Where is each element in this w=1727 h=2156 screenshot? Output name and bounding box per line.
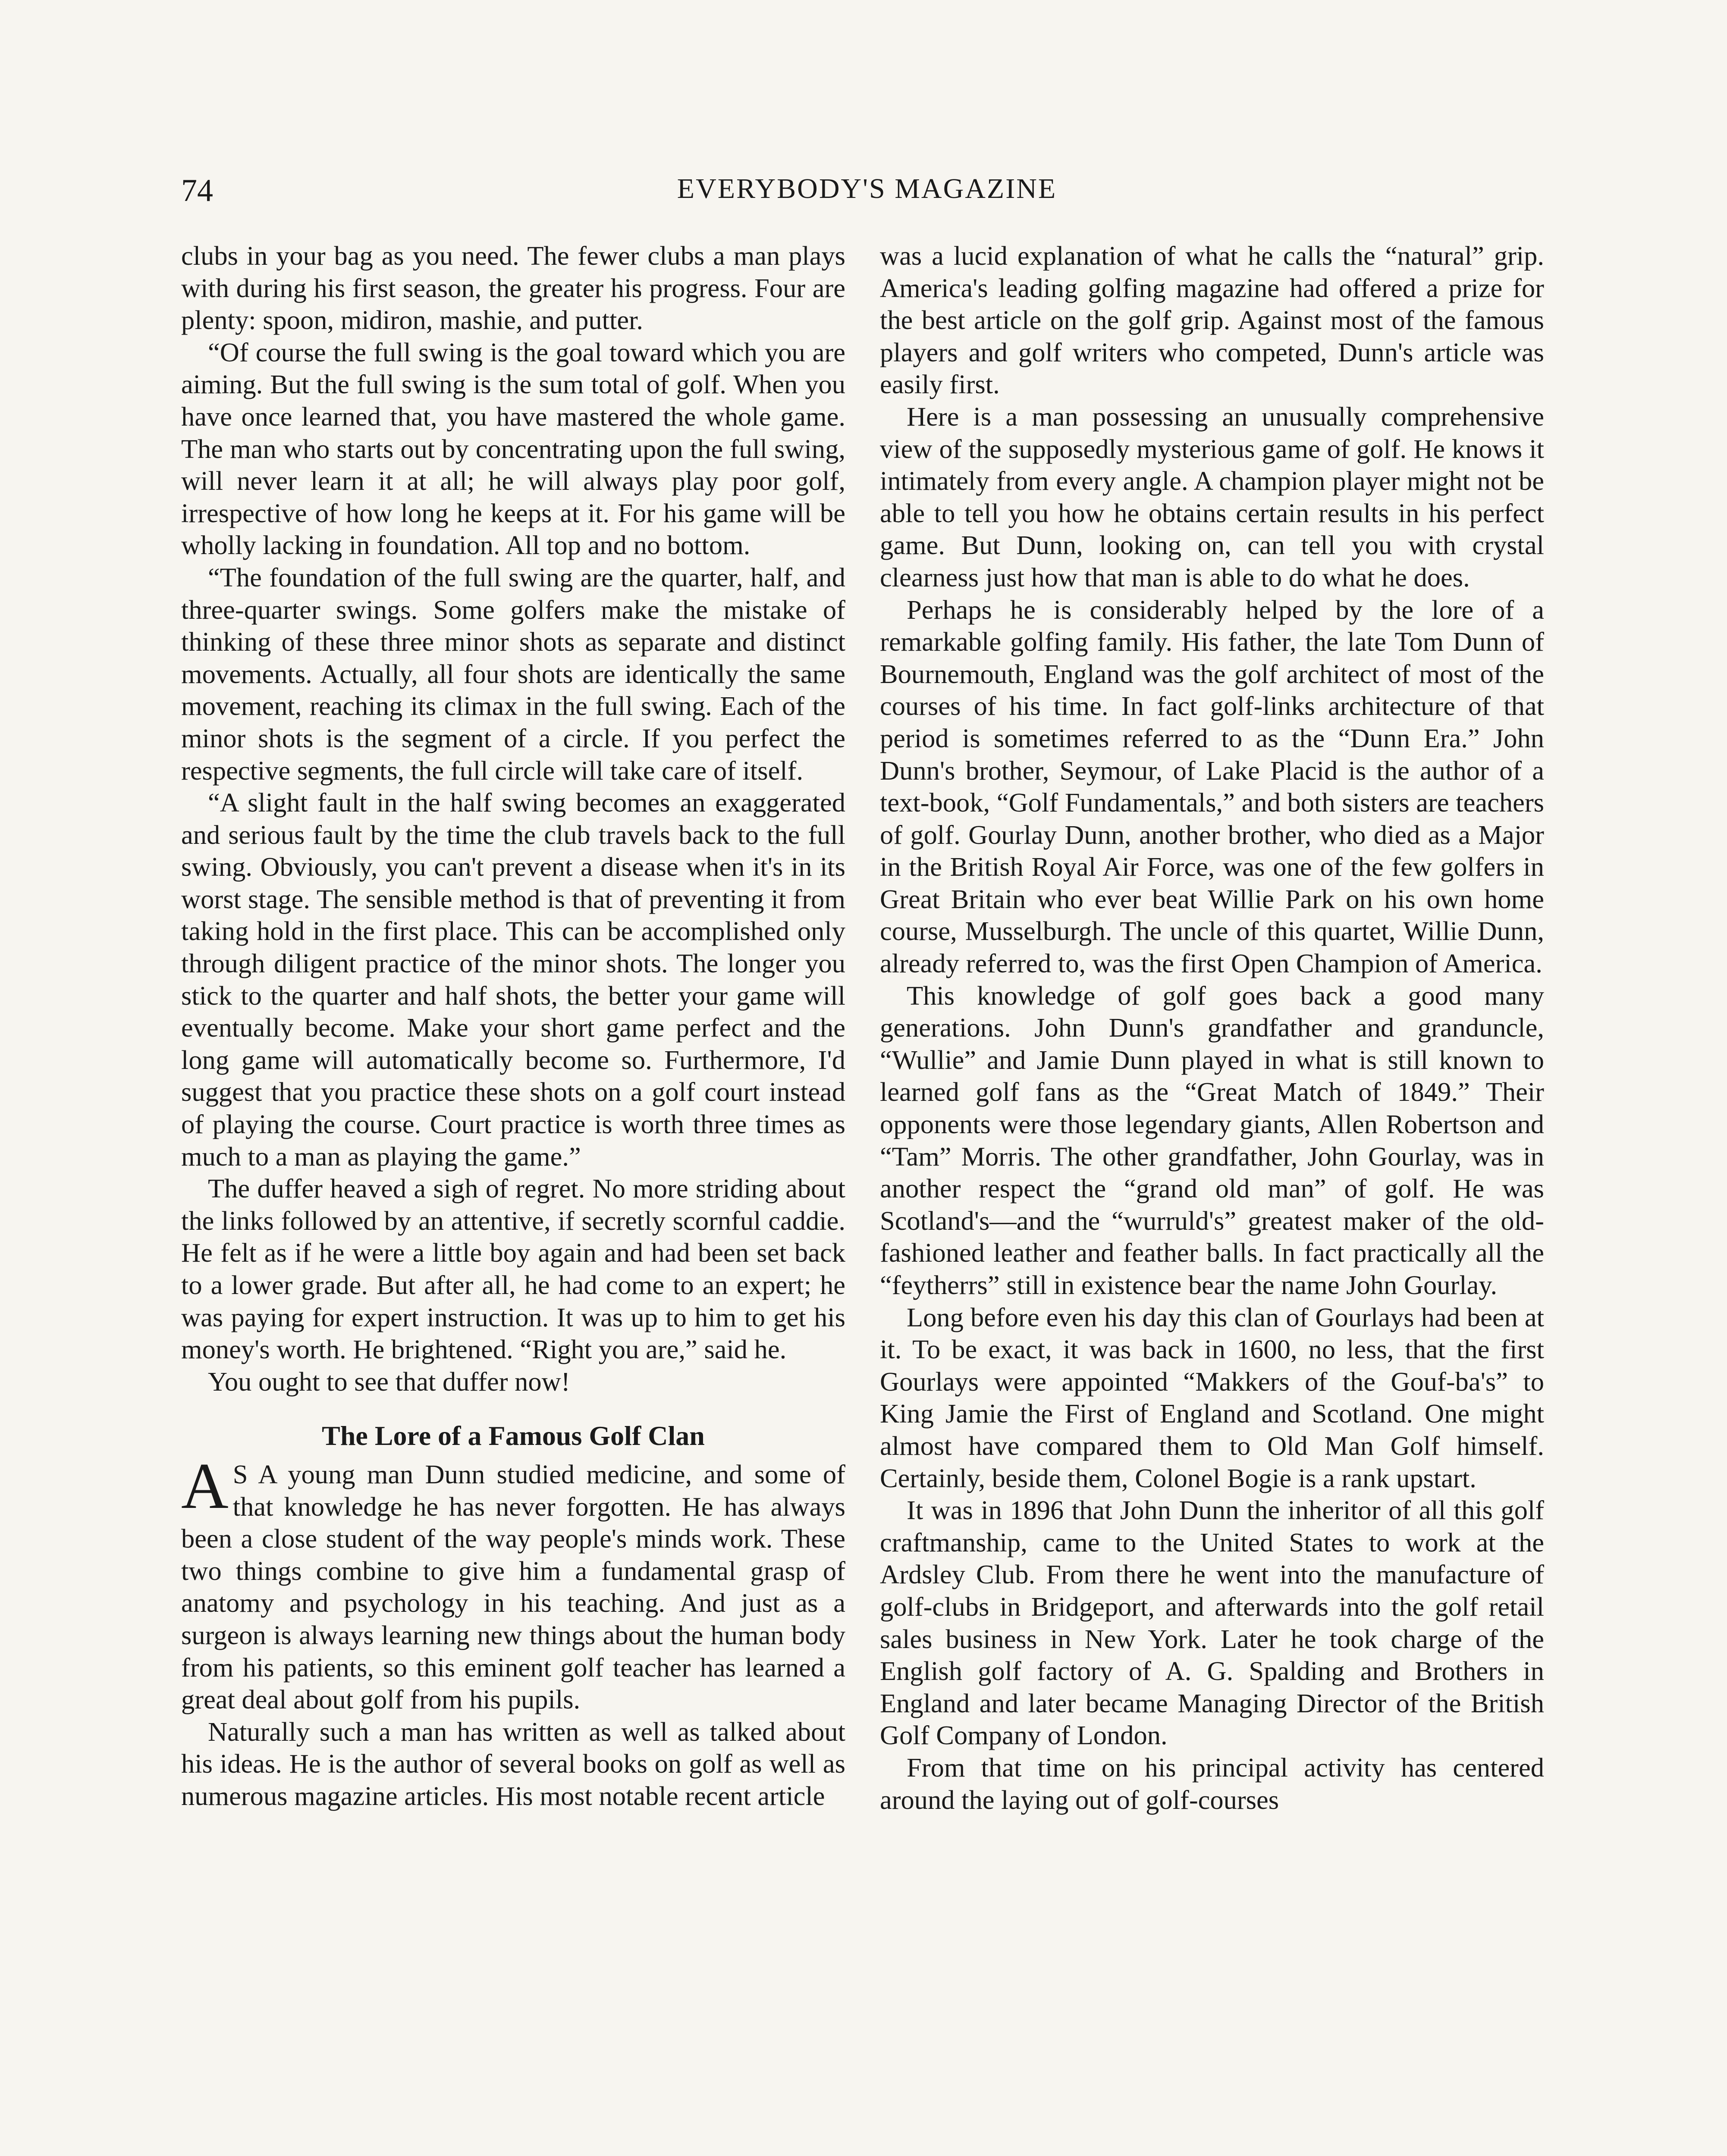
paragraph: You ought to see that duffer now! bbox=[208, 1366, 570, 1397]
paragraph: Perhaps he is considerably helped by the lore of a remarkable golfing family. His father, the late Tom Dunn of Bournemouth, England was the golf architect of most of the courses of his time. In fact golf-links architecture of that period is sometimes referred to as the “Dunn Era.” John Dunn's brother, Seymour, of Lake Placid is the author of a text-book, “Golf Fundamentals,” and both sisters are teachers of golf. Gourlay Dunn, another brother, who died as a Major in the British Royal Air Force, was one of the few golfers in Great Britain who ever beat Willie Park on his own home course, Musselburgh. The uncle of this quartet, Willie Dunn, already referred to, was the first Open Champion of America. bbox=[880, 594, 1544, 979]
paragraph: clubs in your bag as you need. The fewer clubs a man plays with during his first season, the greater his progress. Four are plenty: spoon, midiron, mashie, and putter. bbox=[181, 241, 845, 335]
left-column bbox=[181, 240, 845, 1812]
paragraph: From that time on his principal activity has centered around the laying out of golf-courses bbox=[880, 1752, 1544, 1815]
paragraph: Here is a man possessing an unusually comprehensive view of the supposedly mysterious game of golf. He knows it intimately from every angle. A champion player might not be able to tell you how he obtains certain results in his perfect game. But Dunn, looking on, can tell you with crystal clearness just how that man is able to do what he does. bbox=[880, 401, 1544, 592]
drop-cap: A bbox=[181, 1449, 229, 1522]
page-number: 74 bbox=[181, 173, 213, 208]
paragraph: The duffer heaved a sigh of regret. No more striding about the links followed by an attentive, if secretly scornful caddie. He felt as if he were a little boy again and had been set back to a lower grade. But after all, he had come to an expert; he was paying for expert instruction. It was up to him to get his money's worth. He brightened. “Right you are,” said he. bbox=[181, 1173, 845, 1365]
paragraph: “The foundation of the full swing are the quarter, half, and three-quarter swings. Some golfers make the mistake of thinking of these three minor shots as separate and distinct movements. Actually, all four shots are identically the same movement, reaching its climax in the full swing. Each of the minor shots is the segment of a circle. If you perfect the respective segments, the full circle will take care of itself. bbox=[181, 562, 845, 786]
running-title: EVERYBODY'S MAGAZINE bbox=[677, 173, 1057, 204]
paragraph: It was in 1896 that John Dunn the inheritor of all this golf craftmanship, came to the United States to work at the Ardsley Club. From there he went into the manufacture of golf-clubs in Bridgeport, and afterwards into the golf retail sales business in New York. Later he took charge of the English golf factory of A. G. Spalding and Brothers in England and later became Managing Director of the British Golf Company of London. bbox=[880, 1495, 1544, 1751]
paragraph: Long before even his day this clan of Gourlays had been at it. To be exact, it was back in 1600, no less, that the first Gourlays were appointed “Makkers of the Gouf-ba's” to King Jamie the First of England and Scotland. One might almost have compared them to Old Man Golf himself. Certainly, beside them, Colonel Bogie is a rank upstart. bbox=[880, 1302, 1544, 1493]
paragraph: was a lucid explanation of what he calls the “natural” grip. America's leading golfing magazine had offered a prize for the best article on the golf grip. Against most of the famous players and golf writers who competed, Dunn's article was easily first. bbox=[880, 241, 1544, 400]
right-column bbox=[880, 240, 1544, 1816]
section-heading: The Lore of a Famous Golf Clan bbox=[322, 1420, 705, 1451]
paragraph: This knowledge of golf goes back a good many generations. John Dunn's grandfather and granduncle, “Wullie” and Jamie Dunn played in what is still known to learned golf fans as the “Great Match of 1849.” Their opponents were those legendary giants, Allen Robertson and “Tam” Morris. The other grandfather, John Gourlay, was in another respect the “grand old man” of golf. He was Scotland's—and the “wurruld's” greatest maker of the old-fashioned leather and feather balls. In fact practically all the “feytherrs” still in existence bear the name John Gourlay. bbox=[880, 980, 1544, 1300]
paragraph-text: S A young man Dunn studied medicine, and some of that knowledge he has never forgotten. He has always been a close student of the way people's minds work. These two things combine to give him a fundamental grasp of anatomy and psychology in his teaching. And just as a surgeon is always learning new things about the human body from his patients, so this eminent golf teacher has learned a great deal about golf from his pupils. bbox=[181, 1459, 845, 1715]
paragraph: “Of course the full swing is the goal toward which you are aiming. But the full swing is the sum total of golf. When you have once learned that, you have mastered the whole game. The man who starts out by concentrating upon the full swing, will never learn it at all; he will always play poor golf, irrespective of how long he keeps at it. For his game will be wholly lacking in foundation. All top and no bottom. bbox=[181, 337, 845, 561]
paragraph: “A slight fault in the half swing becomes an exaggerated and serious fault by the time the club travels back to the full swing. Obviously, you can't prevent a disease when it's in its worst stage. The sensible method is that of preventing it from taking hold in the first place. This can be accomplished only through diligent practice of the minor shots. The longer you stick to the quarter and half shots, the better your game will eventually become. Make your short game perfect and the long game will automatically become so. Furthermore, I'd suggest that you practice these shots on a golf court instead of playing the course. Court practice is worth three times as much to a man as playing the game.” bbox=[181, 787, 845, 1172]
paragraph bbox=[181, 1449, 845, 1716]
paragraph: Naturally such a man has written as well as talked about his ideas. He is the author of several books on golf as well as numerous magazine articles. His most notable recent article bbox=[181, 1716, 845, 1811]
page-header bbox=[181, 172, 1553, 211]
